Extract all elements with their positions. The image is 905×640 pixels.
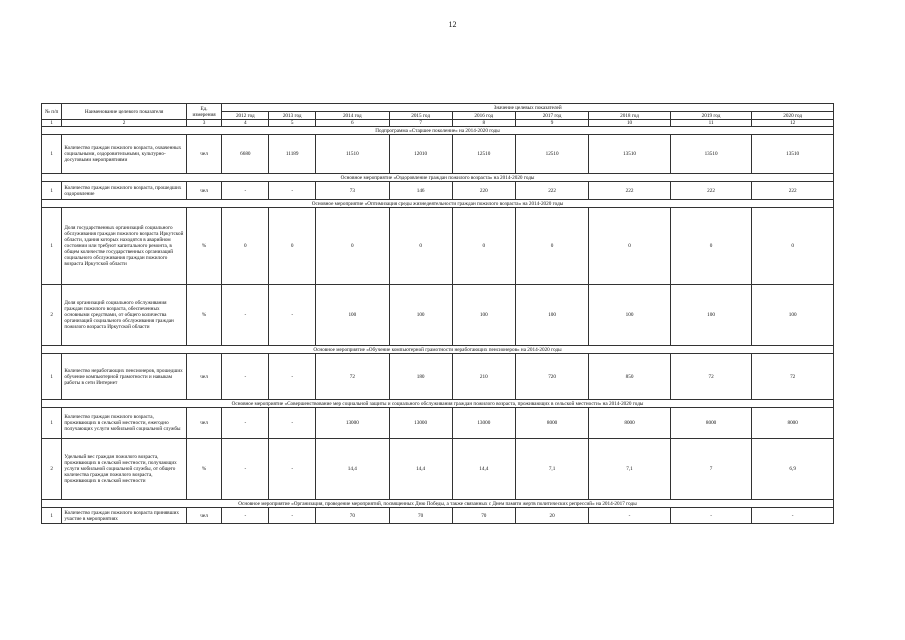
table-row: [42, 285, 834, 346]
indicator-name: Количество граждан пожилого возраста принявших участие в мероприятиях: [62, 508, 186, 524]
row-number: 2: [42, 439, 62, 500]
indicator-value: 7,1: [589, 439, 671, 500]
indicator-value: 0: [222, 208, 269, 285]
header-year: 2019 год: [670, 112, 752, 120]
indicator-value: 8000: [515, 408, 588, 439]
section-row: [42, 400, 834, 408]
indicator-value: 0: [752, 208, 834, 285]
indicator-value: 7: [670, 439, 752, 500]
indicator-value: 70: [316, 508, 389, 524]
indicator-name: Количество граждан пожилого возраста, охваченных социальными, оздоровительными, культурно-досуговыми мероприятиями: [62, 135, 186, 174]
header-unit: Ед. измерения: [186, 104, 222, 120]
indicator-value: 14,4: [452, 439, 515, 500]
indicator-value: 0: [589, 208, 671, 285]
indicator-value: 222: [515, 182, 588, 200]
indicator-value: 6680: [222, 135, 269, 174]
indicator-value: -: [222, 408, 269, 439]
table-row: [42, 182, 834, 200]
indicator-value: 720: [515, 354, 588, 400]
header-number: № п/п: [42, 104, 62, 120]
indicator-value: -: [670, 508, 752, 524]
column-number: 11: [670, 120, 752, 127]
section-title: Основное мероприятие «Оздоровление граждан пожилого возраста» на 2014-2020 годы: [42, 174, 834, 182]
indicator-value: -: [269, 439, 316, 500]
indicator-value: 222: [752, 182, 834, 200]
indicator-value: 0: [316, 208, 389, 285]
table-row: [42, 208, 834, 285]
column-number: 8: [452, 120, 515, 127]
section-title: Основное мероприятие «Оптимизация среды жизнедеятельности граждан пожилого возраста» на 2014-2020 годы: [42, 200, 834, 208]
indicators-table: [41, 103, 834, 524]
indicator-unit: %: [186, 285, 222, 346]
indicator-unit: чел: [186, 354, 222, 400]
indicator-value: 13510: [670, 135, 752, 174]
header-year: 2012 год: [222, 112, 269, 120]
indicator-name: Количество неработающих пенсионеров, прошедших обучение компьютерной грамотности и навыкам работы в сети Интернет: [62, 354, 186, 400]
header-year: 2013 год: [269, 112, 316, 120]
indicator-value: -: [589, 508, 671, 524]
indicator-unit: чел: [186, 135, 222, 174]
indicator-value: 0: [515, 208, 588, 285]
column-number: 4: [222, 120, 269, 127]
column-number: 6: [316, 120, 389, 127]
indicator-value: 850: [589, 354, 671, 400]
row-number: 1: [42, 182, 62, 200]
indicator-value: 210: [452, 354, 515, 400]
indicator-value: 100: [316, 285, 389, 346]
indicator-value: -: [222, 285, 269, 346]
indicator-value: 12510: [515, 135, 588, 174]
table-row: [42, 408, 834, 439]
indicator-name: Количество граждан пожилого возраста, прошедших оздоровление: [62, 182, 186, 200]
indicator-value: 0: [269, 208, 316, 285]
table-row: [42, 508, 834, 524]
header-values-group: Значение целевых показателей: [222, 104, 834, 112]
indicator-value: -: [269, 354, 316, 400]
indicator-value: 11510: [316, 135, 389, 174]
indicator-value: -: [222, 182, 269, 200]
section-row: [42, 127, 834, 135]
column-number: 7: [389, 120, 452, 127]
indicator-value: 13000: [452, 408, 515, 439]
indicator-value: -: [269, 182, 316, 200]
indicator-name: Доля организаций социального обслуживания граждан пожилого возраста, обеспеченных основными средствами, от общего количества организаций социального обслуживания граждан пожилого возраста Иркутской области: [62, 285, 186, 346]
indicator-name: Удельный вес граждан пожилого возраста, проживающих в сельской местности, получающих услуги мобильной социальной службы, от общего количества граждан пожилого возраста, проживающих в сельской местности: [62, 439, 186, 500]
indicator-value: 72: [752, 354, 834, 400]
indicator-value: 14,4: [389, 439, 452, 500]
header-name: Наименование целевого показателя: [62, 104, 186, 120]
column-numbers-row: [42, 120, 834, 127]
header-year: 2015 год: [389, 112, 452, 120]
indicator-value: 11189: [269, 135, 316, 174]
indicator-value: -: [752, 508, 834, 524]
column-number: 5: [269, 120, 316, 127]
indicator-value: -: [222, 354, 269, 400]
indicator-value: 222: [670, 182, 752, 200]
indicator-value: 0: [670, 208, 752, 285]
header-year: 2014 год: [316, 112, 389, 120]
indicator-value: 70: [389, 508, 452, 524]
table-row: [42, 135, 834, 174]
indicator-value: 0: [389, 208, 452, 285]
indicator-value: 12510: [452, 135, 515, 174]
page-number: 12: [448, 20, 457, 29]
indicator-value: 100: [515, 285, 588, 346]
table-row: [42, 439, 834, 500]
indicator-value: 6,9: [752, 439, 834, 500]
indicator-value: 8000: [752, 408, 834, 439]
indicator-name: Доля государственных организаций социального обслуживания граждан пожилого возраста Иркутской области, здания которых находятся в аварийном состоянии или требуют капитального ремонта, в общем количестве государственных организаций социального обслуживания граждан пожилого возраста Иркутской области: [62, 208, 186, 285]
indicator-value: 180: [389, 354, 452, 400]
indicator-value: 100: [670, 285, 752, 346]
row-number: 1: [42, 408, 62, 439]
section-row: [42, 346, 834, 354]
indicator-value: 14,4: [316, 439, 389, 500]
indicator-name: Количество граждан пожилого возраста, проживающих в сельской местности, ежегодно получающих услуги мобильной социальной службы: [62, 408, 186, 439]
row-number: 1: [42, 508, 62, 524]
indicator-value: -: [222, 439, 269, 500]
header-year: 2017 год: [515, 112, 588, 120]
row-number: 1: [42, 208, 62, 285]
column-number: 1: [42, 120, 62, 127]
header-row: [42, 104, 834, 112]
header-year: 2018 год: [589, 112, 671, 120]
column-number: 2: [62, 120, 186, 127]
indicator-value: 73: [316, 182, 389, 200]
section-title: Основное мероприятие «Организация, проведение мероприятий, посвященных Дню Победы, а также связанных с Днем памяти жертв политических репрессий» на 2014-2017 годы: [42, 500, 834, 508]
section-row: [42, 174, 834, 182]
indicator-value: -: [269, 408, 316, 439]
indicator-value: 13000: [316, 408, 389, 439]
column-number: 3: [186, 120, 222, 127]
indicator-unit: чел: [186, 408, 222, 439]
indicator-value: 20: [515, 508, 588, 524]
indicator-value: 8000: [670, 408, 752, 439]
indicator-value: 13000: [389, 408, 452, 439]
indicator-value: 100: [389, 285, 452, 346]
section-row: [42, 500, 834, 508]
indicator-unit: %: [186, 439, 222, 500]
column-number: 9: [515, 120, 588, 127]
header-year: 2016 год: [452, 112, 515, 120]
indicator-value: 100: [589, 285, 671, 346]
indicator-value: 0: [452, 208, 515, 285]
indicator-value: -: [269, 508, 316, 524]
indicator-value: 13510: [589, 135, 671, 174]
row-number: 2: [42, 285, 62, 346]
indicator-unit: %: [186, 208, 222, 285]
indicator-value: 13510: [752, 135, 834, 174]
indicator-value: 70: [452, 508, 515, 524]
row-number: 1: [42, 354, 62, 400]
indicator-value: 72: [670, 354, 752, 400]
indicator-value: 146: [389, 182, 452, 200]
section-title: Основное мероприятие «Обучение компьютерной грамотности неработающих пенсионеров» на 2014-2020 годы: [42, 346, 834, 354]
indicator-value: 72: [316, 354, 389, 400]
indicator-value: 12010: [389, 135, 452, 174]
indicator-value: 100: [752, 285, 834, 346]
row-number: 1: [42, 135, 62, 174]
indicator-value: 100: [452, 285, 515, 346]
indicator-unit: чел: [186, 508, 222, 524]
indicator-value: -: [222, 508, 269, 524]
section-title: Подпрограмма «Старшее поколение» на 2014-2020 годы: [42, 127, 834, 135]
section-row: [42, 200, 834, 208]
indicator-value: 7,1: [515, 439, 588, 500]
column-number: 10: [589, 120, 671, 127]
table-row: [42, 354, 834, 400]
section-title: Основное мероприятие «Совершенствование мер социальной защиты и социального обслуживания граждан пожилого возраста, проживающих в сельской местности» на 2014-2020 годы: [42, 400, 834, 408]
indicator-value: -: [269, 285, 316, 346]
header-year: 2020 год: [752, 112, 834, 120]
indicator-value: 8000: [589, 408, 671, 439]
column-number: 12: [752, 120, 834, 127]
indicator-unit: чел: [186, 182, 222, 200]
indicator-value: 222: [589, 182, 671, 200]
indicator-value: 220: [452, 182, 515, 200]
